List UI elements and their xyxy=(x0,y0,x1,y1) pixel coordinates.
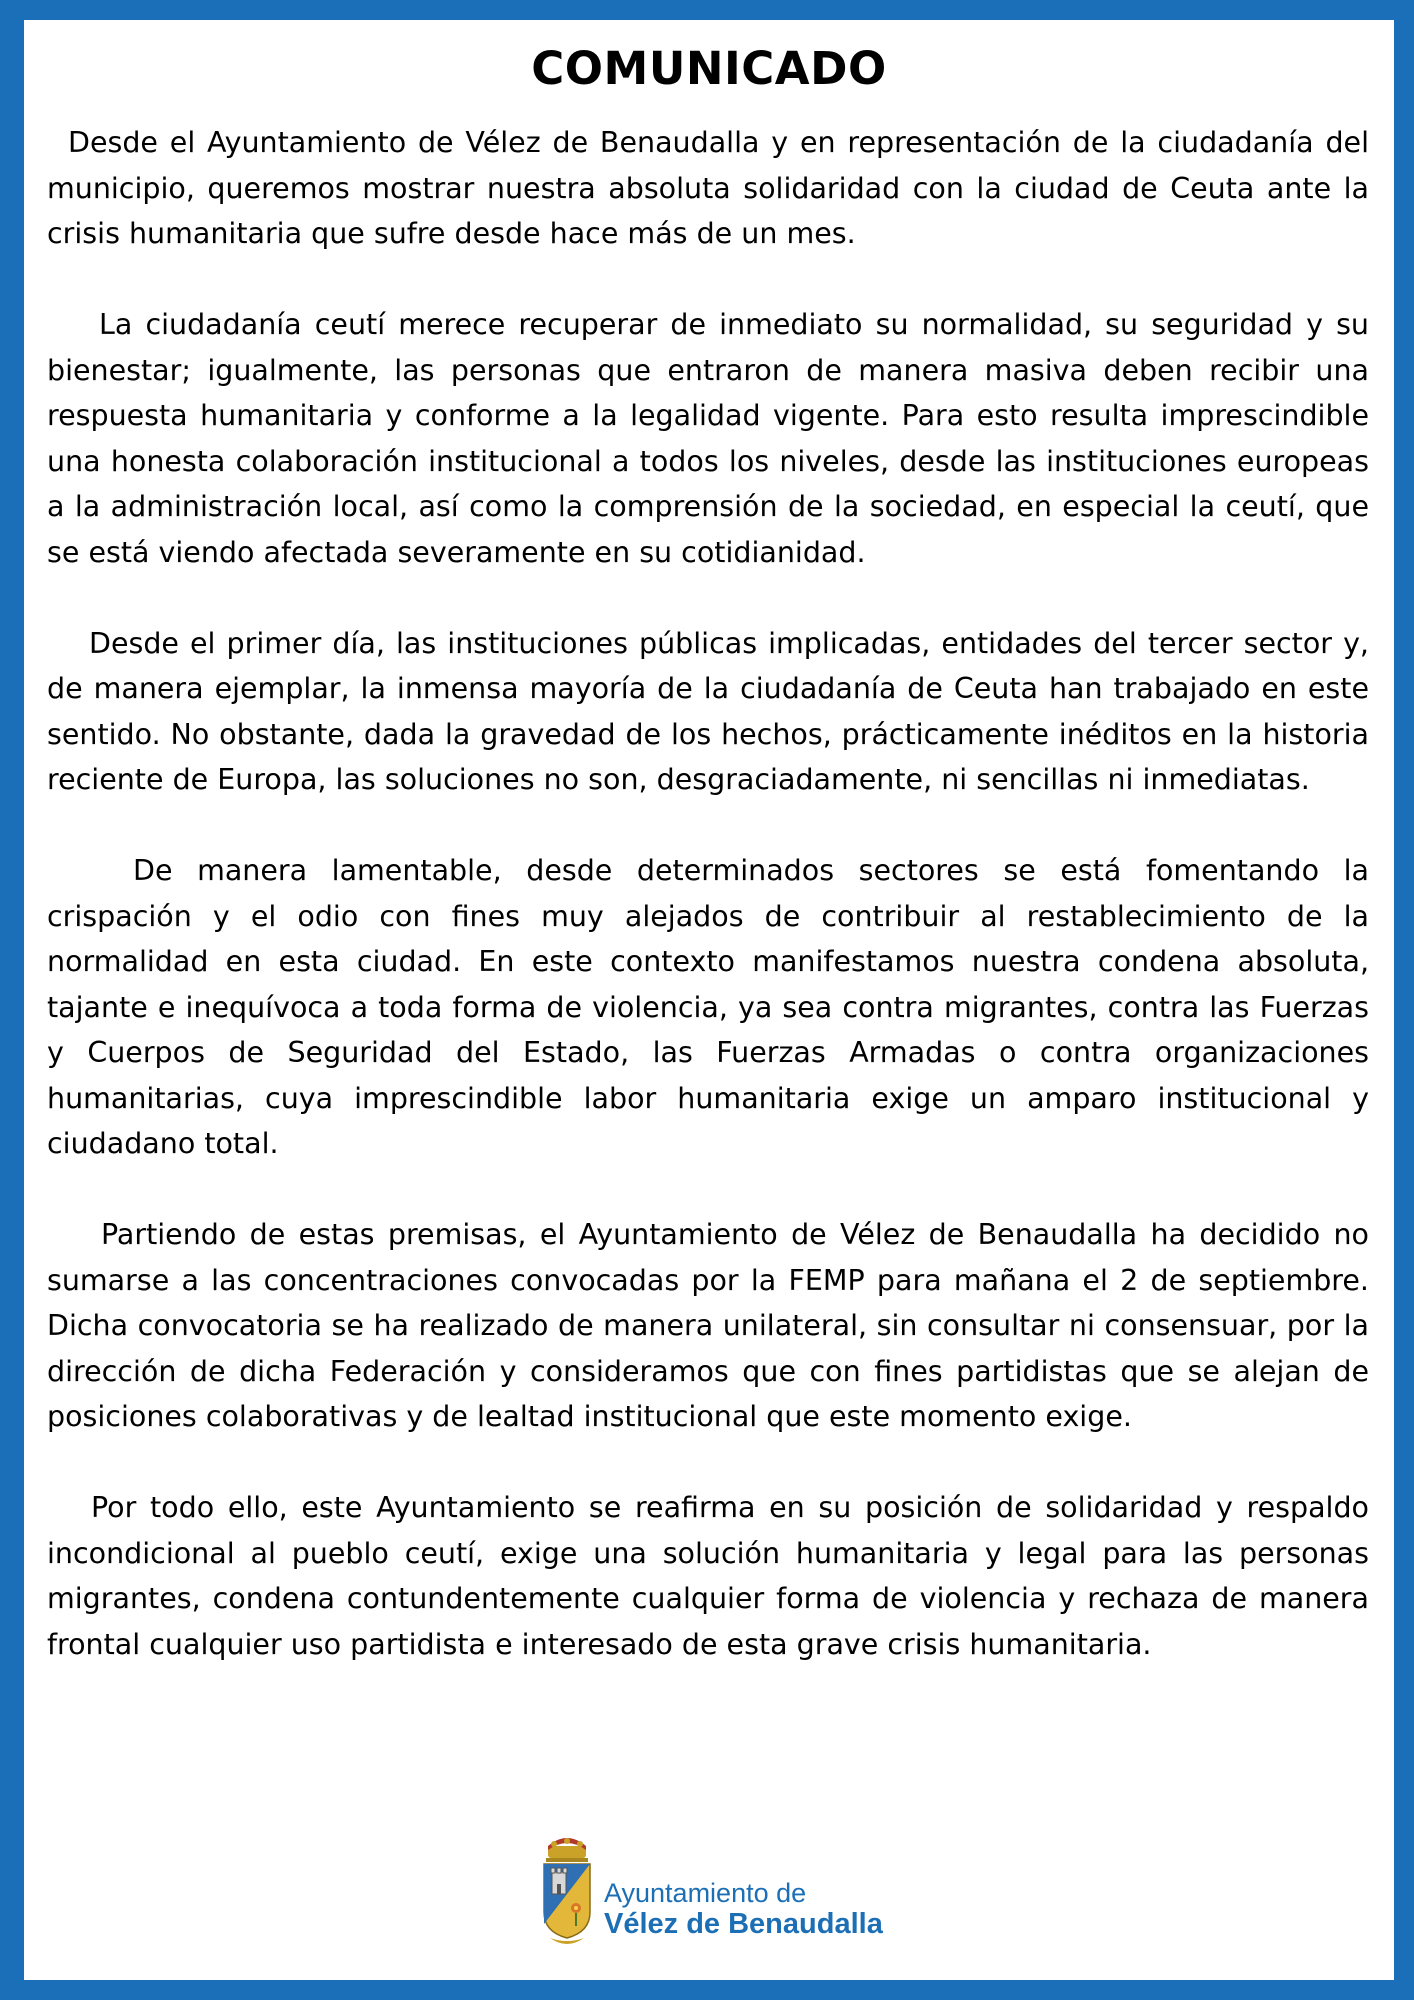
paragraph-4: De manera lamentable, desde determinados sectores se está fomentando la crispación y el odio con fines muy alejados de contribuir al restablecimiento de la normalidad en esta ciudad. En este contexto manifestamos nuestra condena absoluta, tajante e inequívoca a toda forma de violencia, ya sea contra migrantes, contra las Fuerzas y Cuerpos de Seguridad del Estado, las Fuerzas Armadas o contra organizaciones humanitarias, cuya imprescindible labor humanitaria exige un amparo institucional y ciudadano total. xyxy=(47,854,1369,1160)
logo-text xyxy=(604,1878,883,1940)
logo-line-1: Ayuntamiento de xyxy=(604,1878,807,1908)
logo-line-2: Vélez de Benaudalla xyxy=(604,1908,883,1940)
paragraph-6: Por todo ello, este Ayuntamiento se reafirma en su posición de solidaridad y respaldo incondicional al pueblo ceutí, exige una solución humanitaria y legal para las personas migrantes, condena contundentemente cualquier forma de violencia y rechaza de manera frontal cualquier uso partidista e interesado de esta grave crisis humanitaria. xyxy=(47,1491,1369,1661)
paragraph-5: Partiendo de estas premisas, el Ayuntamiento de Vélez de Benaudalla ha decidido no sumarse a las concentraciones convocadas por la FEMP para mañana el 2 de septiembre. Dicha convocatoria se ha realizado de manera unilateral, sin consultar ni consensuar, por la dirección de dicha Federación y consideramos que con fines partidistas que se alejan de posiciones colaborativas y de lealtad institucional que este momento exige. xyxy=(47,1218,1369,1433)
municipal-coat-of-arms-icon xyxy=(540,1838,594,1948)
document-body xyxy=(47,120,1369,1713)
paragraph-3: Desde el primer día, las instituciones públicas implicadas, entidades del tercer sector y, de manera ejemplar, la inmensa mayoría de la ciudadanía de Ceuta han trabajado en este sentido. No obstante, dada la gravedad de los hechos, prácticamente inéditos en la historia reciente de Europa, las soluciones no son, desgraciadamente, ni sencillas ni inmediatas. xyxy=(47,626,1369,796)
paragraph-2: La ciudadanía ceutí merece recuperar de inmediato su normalidad, su seguridad y su bienestar; igualmente, las personas que entraron de manera masiva deben recibir una respuesta humanitaria y conforme a la legalidad vigente. Para esto resulta imprescindible una honesta colaboración institucional a todos los niveles, desde las instituciones europeas a la administración local, así como la comprensión de la sociedad, en especial la ceutí, que se está viendo afectada severamente en su cotidianidad. xyxy=(47,308,1369,569)
paragraph-1: Desde el Ayuntamiento de Vélez de Benaudalla y en representación de la ciudadanía del municipio, queremos mostrar nuestra absoluta solidaridad con la ciudad de Ceuta ante la crisis humanitaria que sufre desde hace más de un mes. xyxy=(47,126,1369,250)
document-title: COMUNICADO xyxy=(531,42,887,95)
document-page xyxy=(24,20,1394,1980)
municipality-logo xyxy=(540,1838,900,1948)
